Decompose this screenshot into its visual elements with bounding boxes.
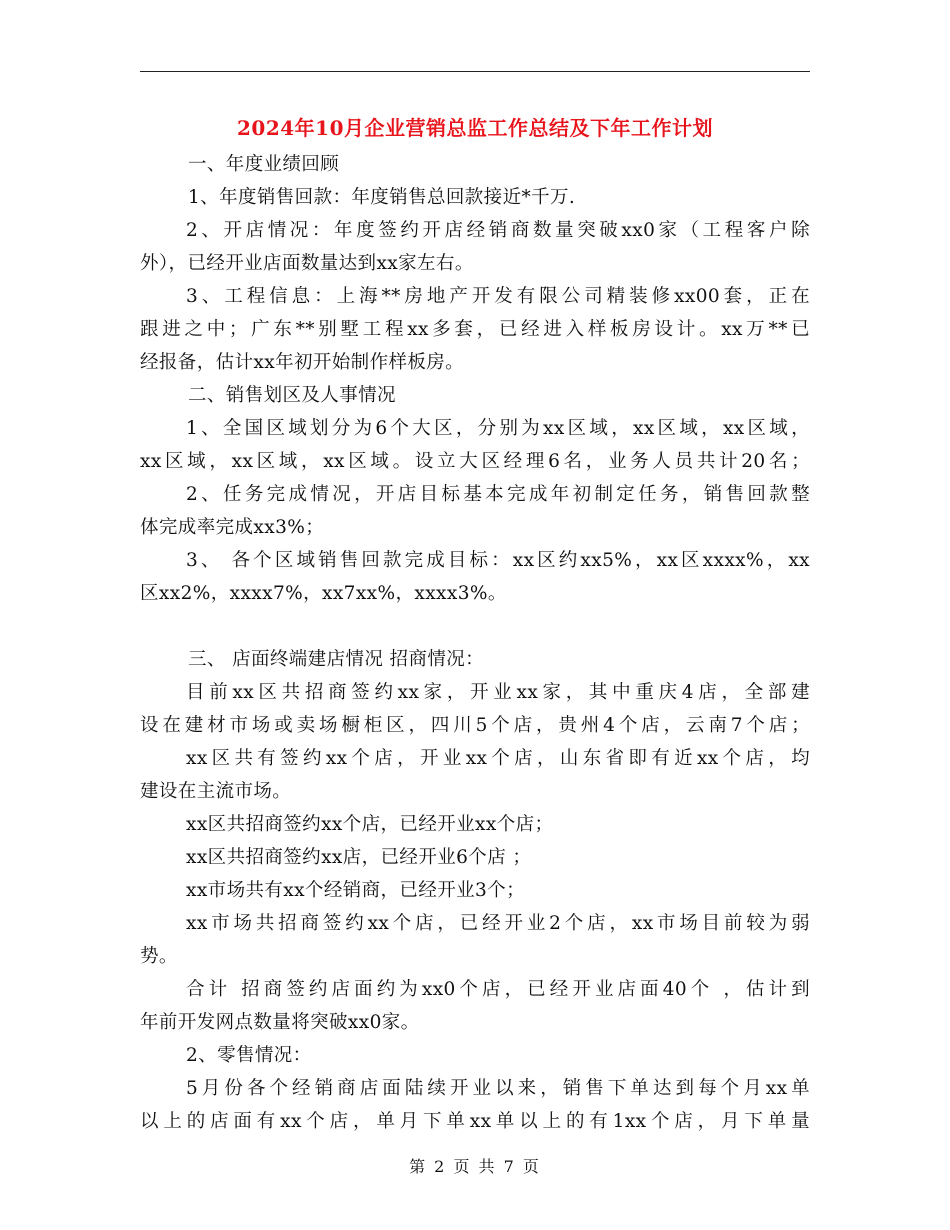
- paragraph-line: 5月份各个经销商店面陆续开业以来，销售下单达到每个月xx单: [186, 1078, 810, 1099]
- section-heading: 三、 店面终端建店情况 招商情况：: [188, 649, 485, 670]
- paragraph-line: xx市场共有xx个经销商，已经开业3个；: [186, 880, 526, 901]
- section-heading: 二、销售划区及人事情况: [188, 385, 396, 406]
- paragraph-line: 1、全国区域划分为6个大区，分别为xx区域，xx区域，xx区域，: [186, 418, 810, 439]
- paragraph-line: 2、零售情况：: [186, 1045, 312, 1066]
- paragraph-line: 2、任务完成情况，开店目标基本完成年初制定任务，销售回款整: [186, 484, 810, 505]
- paragraph-line: 以上的店面有xx个店，单月下单xx单以上的有1xx个店，月下单量: [140, 1111, 810, 1132]
- paragraph-line: 外），已经开业店面数量达到xx家左右。: [140, 253, 474, 274]
- header-rule: [140, 71, 810, 72]
- paragraph-line: 1、年度销售回款：年度销售总回款接近*千万.: [188, 187, 576, 208]
- paragraph-line: 目前xx区共招商签约xx家，开业xx家，其中重庆4店，全部建: [186, 682, 810, 703]
- paragraph-line: 年前开发网点数量将突破xx0家。: [140, 1012, 420, 1033]
- section-heading: 一、年度业绩回顾: [188, 154, 340, 175]
- paragraph-line: 势。: [140, 946, 178, 967]
- paragraph-line: 经报备，估计xx年初开始制作样板房。: [140, 352, 465, 373]
- paragraph-line: xx区共有签约xx个店，开业xx个店，山东省即有近xx个店，均: [186, 748, 810, 769]
- document-title: 2024年10月企业营销总监工作总结及下年工作计划: [237, 116, 713, 140]
- paragraph-line: xx区共招商签约xx店，已经开业6个店 ；: [186, 847, 532, 868]
- blank-line: [140, 610, 810, 643]
- paragraph-line: xx市场共招商签约xx个店，已经开业2个店，xx市场目前较为弱: [186, 913, 810, 934]
- paragraph-line: 体完成率完成xx3%；: [140, 517, 325, 538]
- paragraph-line: xx区共招商签约xx个店，已经开业xx个店；: [186, 814, 554, 835]
- paragraph-line: 建设在主流市场。: [140, 781, 292, 802]
- paragraph-line: 3、 各个区域销售回款完成目标：xx区约xx5%，xx区xxxx%，xx: [186, 550, 810, 571]
- paragraph-line: 合计 招商签约店面约为xx0个店，已经开业店面40个 ，估计到: [186, 979, 810, 1000]
- paragraph-line: 区xx2%，xxxx7%，xx7xx%，xxxx3%。: [140, 583, 507, 604]
- paragraph-line: xx区域，xx区域，xx区域。设立大区经理6名，业务人员共计20名；: [140, 451, 810, 472]
- paragraph-line: 设在建材市场或卖场橱柜区，四川5个店，贵州4个店，云南7个店；: [140, 715, 810, 736]
- paragraph-line: 3、工程信息：上海**房地产开发有限公司精装修xx00套，正在: [186, 286, 810, 307]
- paragraph-line: 跟进之中；广东**别墅工程xx多套，已经进入样板房设计。xx万**已: [140, 319, 810, 340]
- page-number-footer: 第 2 页 共 7 页: [409, 1157, 541, 1176]
- paragraph-line: 2、开店情况：年度签约开店经销商数量突破xx0家（工程客户除: [186, 220, 810, 241]
- document-body: [140, 148, 810, 1138]
